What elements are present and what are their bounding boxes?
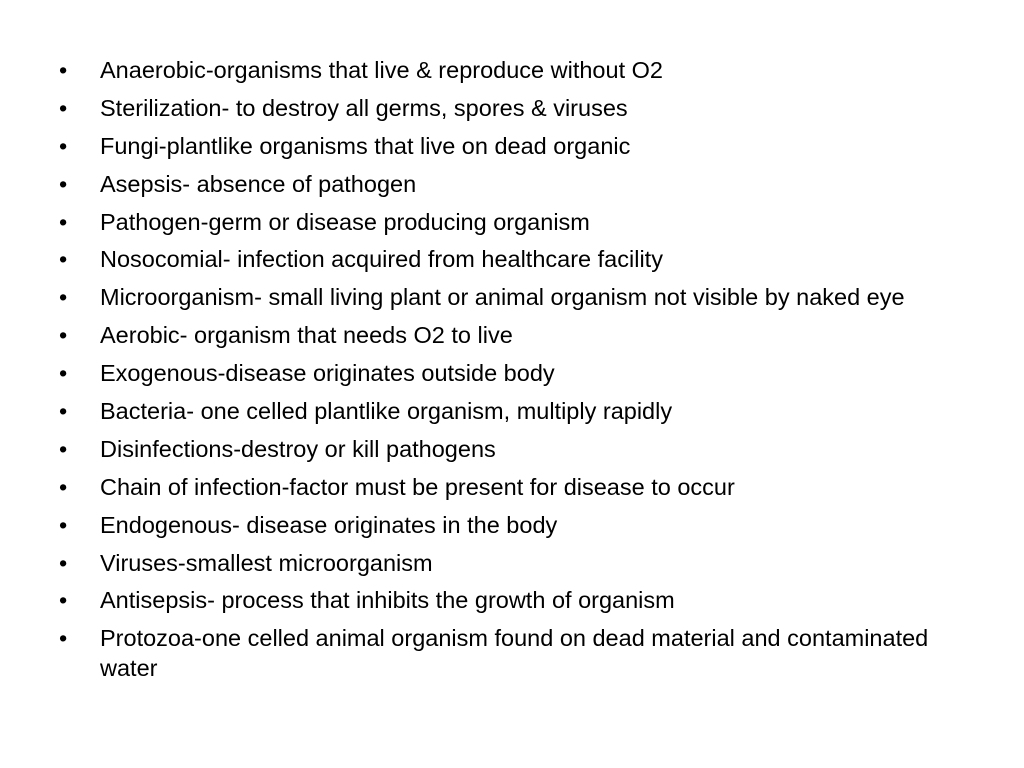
bullet-icon: • — [59, 549, 68, 576]
bullet-icon: • — [59, 360, 68, 387]
list-item-text: Bacteria- one celled plantlike organism, multiply rapidly — [100, 398, 673, 425]
bullet-icon: • — [59, 132, 68, 159]
list-item-text: Asepsis- absence of pathogen — [100, 170, 417, 197]
list-item — [58, 169, 968, 199]
list-item — [58, 623, 968, 683]
list-item — [58, 434, 968, 464]
list-item — [58, 585, 968, 615]
list-item — [58, 93, 968, 123]
list-item-text: Disinfections-destroy or kill pathogens — [100, 435, 496, 462]
bullet-icon: • — [59, 94, 68, 121]
list-item — [58, 358, 968, 388]
list-item — [58, 510, 968, 540]
list-item — [58, 282, 968, 312]
list-item-text: Microorganism- small living plant or animal organism not visible by naked eye — [100, 284, 905, 311]
list-item-text: Viruses-smallest microorganism — [100, 549, 433, 576]
bullet-icon: • — [59, 473, 68, 500]
bullet-icon: • — [59, 170, 68, 197]
bullet-icon: • — [59, 511, 68, 538]
bullet-icon: • — [59, 435, 68, 462]
list-item — [58, 320, 968, 350]
bullet-icon: • — [59, 587, 68, 614]
list-item — [58, 396, 968, 426]
list-item-text: Sterilization- to destroy all germs, spores & viruses — [100, 94, 628, 121]
bullet-icon: • — [59, 284, 68, 311]
list-item-text: Anaerobic-organisms that live & reproduce without O2 — [100, 57, 663, 83]
list-item-text: Exogenous-disease originates outside body — [100, 360, 555, 387]
bullet-icon: • — [59, 322, 68, 349]
list-item — [58, 472, 968, 502]
list-item-text: Endogenous- disease originates in the body — [100, 511, 558, 538]
list-item-text: Chain of infection-factor must be present for disease to occur — [100, 473, 735, 500]
list-item — [58, 548, 968, 578]
list-item — [58, 55, 968, 85]
bullet-icon: • — [59, 246, 68, 273]
list-item — [58, 244, 968, 274]
bullet-icon: • — [59, 57, 68, 83]
list-item — [58, 131, 968, 161]
bullet-icon: • — [59, 625, 68, 652]
bullet-icon: • — [59, 398, 68, 425]
list-item-text: Protozoa-one celled animal organism found on dead material and contaminated water — [100, 625, 929, 682]
list-item-text: Pathogen-germ or disease producing organism — [100, 208, 590, 235]
definition-list — [58, 55, 968, 691]
list-item-text: Aerobic- organism that needs O2 to live — [100, 322, 513, 349]
list-item-text: Nosocomial- infection acquired from healthcare facility — [100, 246, 663, 273]
list-item-text: Antisepsis- process that inhibits the growth of organism — [100, 587, 675, 614]
list-item-text: Fungi-plantlike organisms that live on dead organic — [100, 132, 631, 159]
bullet-icon: • — [59, 208, 68, 235]
list-item — [58, 207, 968, 237]
